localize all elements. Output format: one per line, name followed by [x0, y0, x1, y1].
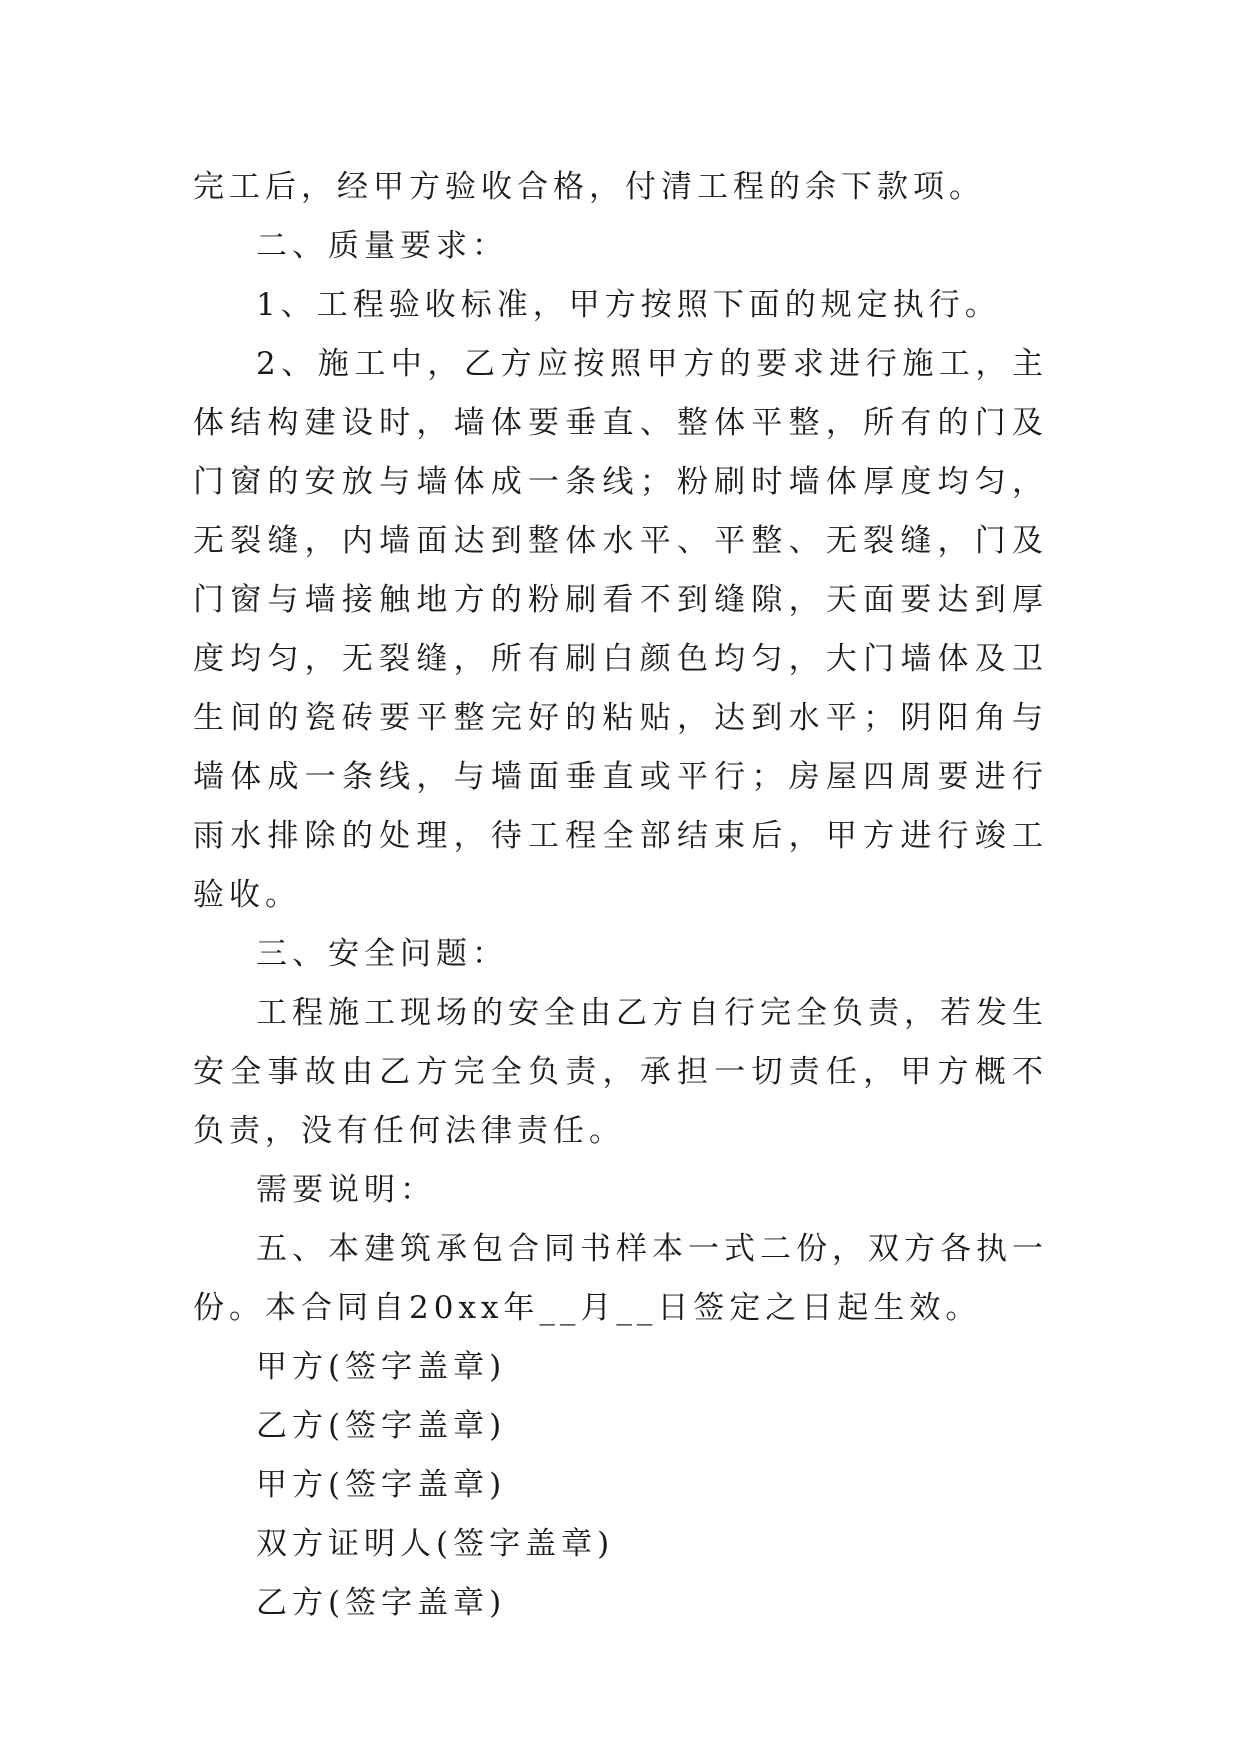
- paragraph-contract-copies: 五、本建筑承包合同书样本一式二份，双方各执一份。本合同自20xx年__月__日签定之日起生效。: [193, 1231, 1048, 1326]
- section-heading-safety: 三、安全问题：: [256, 936, 508, 972]
- paragraph-safety-responsibility: 工程施工现场的安全由乙方自行完全负责，若发生安全事故由乙方完全负责，承担一切责任，甲方概不负责，没有任何法律责任。: [193, 995, 1048, 1149]
- signature-line-party-b-repeat: 乙方(签字盖章): [256, 1585, 507, 1621]
- document-body: [193, 158, 1048, 1633]
- paragraph-construction-requirements: 2、施工中，乙方应按照甲方的要求进行施工，主体结构建设时，墙体要垂直、整体平整，所有的门及门窗的安放与墙体成一条线；粉刷时墙体厚度均匀，无裂缝，内墙面达到整体水平、平整、无裂缝，门及门窗与墙接触地方的粉刷看不到缝隙，天面要达到厚度均匀，无裂缝，所有刷白颜色均匀，大门墙体及卫生间的瓷砖要平整完好的粘贴，达到水平；阴阳角与墙体成一条线，与墙面垂直或平行；房屋四周要进行雨水排除的处理，待工程全部结束后，甲方进行竣工验收。: [193, 346, 1048, 913]
- section-heading-notes: 需要说明：: [256, 1172, 436, 1208]
- signature-line-party-a-repeat: 甲方(签字盖章): [256, 1467, 507, 1503]
- signature-line-party-b: 乙方(签字盖章): [256, 1408, 507, 1444]
- signature-line-party-a: 甲方(签字盖章): [256, 1349, 507, 1385]
- section-heading-quality: 二、质量要求：: [256, 228, 508, 264]
- paragraph-acceptance-standard: 1、工程验收标准，甲方按照下面的规定执行。: [256, 287, 1001, 323]
- signature-line-witness: 双方证明人(签字盖章): [256, 1526, 615, 1562]
- paragraph-payment-completion: 完工后，经甲方验收合格，付清工程的余下款项。: [193, 169, 985, 205]
